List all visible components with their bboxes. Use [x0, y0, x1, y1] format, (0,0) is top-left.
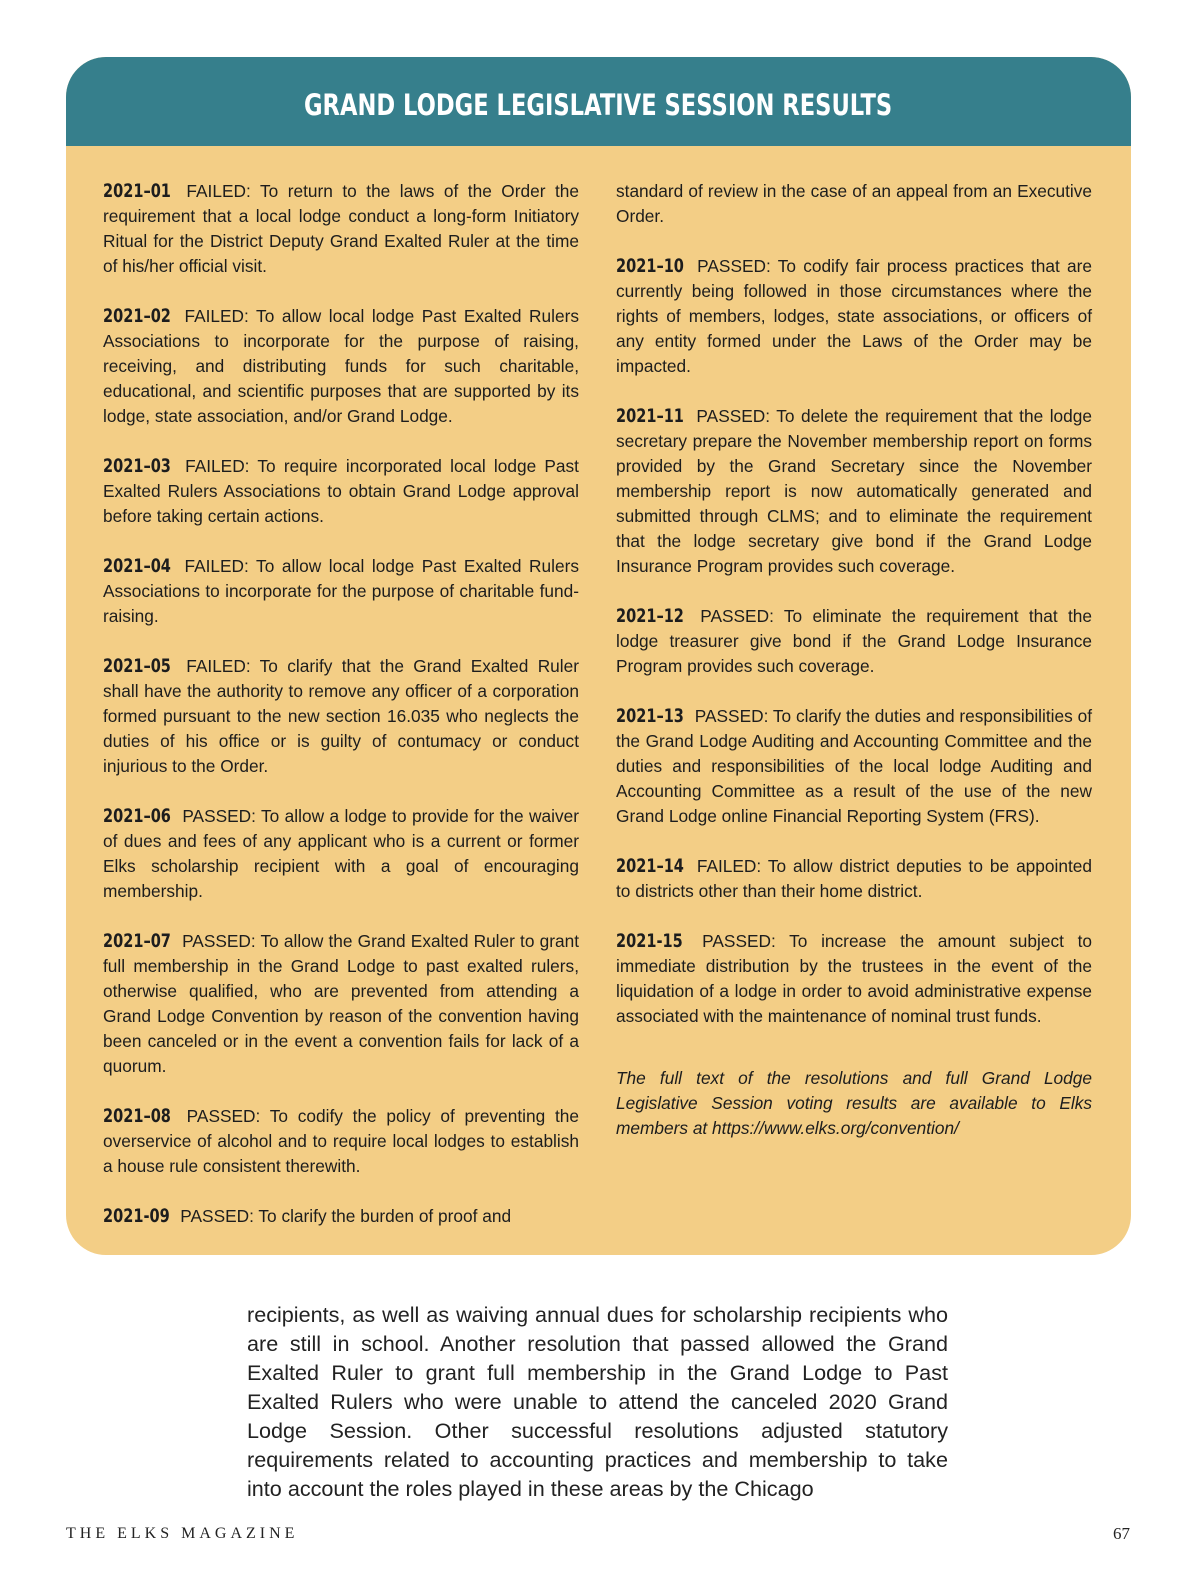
resolution-id: 2021–10 — [616, 255, 684, 277]
resolution-text: PASSED: To delete the requirement that the lodge secretary prepare the November membership report on forms provided by the Grand Secretary since the November membership report is now automatically generated and submitted through CLMS; and to eliminate the requirement that the lodge secretary give bond if the Grand Lodge Insurance Program provides such coverage. — [616, 406, 1092, 576]
legislative-results-box — [66, 57, 1131, 1255]
resolution-item — [616, 929, 1092, 1029]
resolution-item — [103, 1204, 579, 1229]
resolution-item — [103, 1104, 579, 1179]
resolution-item — [103, 454, 579, 529]
resolution-id: 2021-15 — [616, 930, 683, 952]
article-body-text: recipients, as well as waiving annual dues for scholarship recipients who are still in school. Another resolution that passed allowed the Grand Exalted Ruler to grant full membership in the Grand Lodge to Past Exalted Rulers who were unable to attend the canceled 2020 Grand Lodge Session. Other successful resolutions adjusted statutory requirements related to accounting practices and membership to take into account the roles played in these areas by the Chicago — [247, 1302, 948, 1501]
resolution-id: 2021–04 — [103, 555, 171, 577]
page-number: 67 — [1113, 1524, 1130, 1543]
resolution-item — [103, 929, 579, 1079]
resolution-text: FAILED: To require incorporated local lodge Past Exalted Rulers Associations to obtain Grand Lodge approval before taking certain actions. — [103, 456, 579, 526]
resolution-text: PASSED: To clarify the duties and responsibilities of the Grand Lodge Auditing and Accounting Committee and the duties and responsibilities of the local lodge Auditing and Accounting Committee as a result of the use of the new Grand Lodge online Financial Reporting System (FRS). — [616, 706, 1092, 826]
resolution-id: 2021–08 — [103, 1105, 171, 1127]
resolution-text: PASSED: To clarify the burden of proof and — [180, 1206, 512, 1226]
resolution-id: 2021–01 — [103, 180, 171, 202]
right-column — [616, 179, 1092, 1166]
resolution-id: 2021–12 — [616, 605, 684, 627]
resolution-id: 2021-09 — [103, 1205, 170, 1227]
resolution-id: 2021–06 — [103, 805, 171, 827]
resolution-text: PASSED: To allow a lodge to provide for the waiver of dues and fees of any applicant who is a current or former Elks scholarship recipient with a goal of encouraging membership. — [103, 806, 579, 901]
resolution-text: FAILED: To return to the laws of the Order the requirement that a local lodge conduct a long-form Initiatory Ritual for the District Deputy Grand Exalted Ruler at the time of his/her official visit. — [103, 181, 580, 276]
resolution-text: PASSED: To allow the Grand Exalted Ruler to grant full membership in the Grand Lodge to past exalted rulers, otherwise qualified, who are prevented from attending a Grand Lodge Convention by reason of the convention having been canceled or in the event a convention fails for lack of a quorum. — [103, 931, 579, 1076]
magazine-name: THE ELKS MAGAZINE — [66, 1525, 299, 1542]
resolution-id: 2021–03 — [103, 455, 171, 477]
resolution-id: 2021–14 — [616, 855, 684, 877]
resolution-text: PASSED: To eliminate the requirement that the lodge treasurer give bond if the Grand Lodge Insurance Program provides such coverage. — [616, 606, 1092, 676]
resolution-text: PASSED: To codify fair process practices that are currently being followed in those circumstances where the rights of members, lodges, state associations, or officers of any entity formed under the Laws of the Order may be impacted. — [616, 256, 1092, 376]
resolution-text: FAILED: To clarify that the Grand Exalted Ruler shall have the authority to remove any officer of a corporation formed pursuant to the new section 16.035 who neglects the duties of his office or is guilty of contumacy or conduct injurious to the Order. — [103, 656, 579, 776]
resolution-item — [103, 304, 579, 429]
resolution-item — [103, 179, 579, 279]
resolution-item — [103, 554, 579, 629]
resolution-text: FAILED: To allow local lodge Past Exalted Rulers Associations to incorporate for the purpose of raising, receiving, and distributing funds for such charitable, educational, and scientific purposes that are supported by its lodge, state association, and/or Grand Lodge. — [103, 306, 579, 426]
resolution-id: 2021–05 — [103, 655, 171, 677]
resolution-item — [103, 804, 579, 904]
resolution-id: 2021–11 — [616, 405, 684, 427]
resolution-id: 2021–07 — [103, 930, 171, 952]
resolution-text: FAILED: To allow district deputies to be appointed to districts other than their home district. — [616, 856, 1092, 901]
resolution-text: FAILED: To allow local lodge Past Exalted Rulers Associations to incorporate for the purpose of charitable fund-raising. — [103, 556, 579, 626]
box-header — [66, 57, 1131, 146]
resolution-item — [103, 654, 579, 779]
resolution-item — [616, 604, 1092, 679]
resolutions-note: The full text of the resolutions and full Grand Lodge Legislative Session voting results are available to Elks members at https://www.elks.org/convention/ — [616, 1068, 1092, 1138]
resolution-item — [616, 254, 1092, 379]
resolution-item — [616, 704, 1092, 829]
left-column — [103, 179, 579, 1254]
resolution-text: PASSED: To increase the amount subject to immediate distribution by the trustees in the event of the liquidation of a lodge in order to avoid administrative expense associated with the maintenance of nominal trust funds. — [616, 931, 1092, 1026]
resolution-item — [616, 404, 1092, 579]
resolution-continuation: standard of review in the case of an appeal from an Executive Order. — [616, 181, 1092, 226]
resolution-id: 2021–02 — [103, 305, 171, 327]
resolution-id: 2021–13 — [616, 705, 684, 727]
box-title: GRAND LODGE LEGISLATIVE SESSION RESULTS — [304, 87, 893, 122]
resolution-text: PASSED: To codify the policy of preventing the overservice of alcohol and to require local lodges to establish a house rule consistent therewith. — [103, 1106, 579, 1176]
resolution-item — [616, 854, 1092, 904]
